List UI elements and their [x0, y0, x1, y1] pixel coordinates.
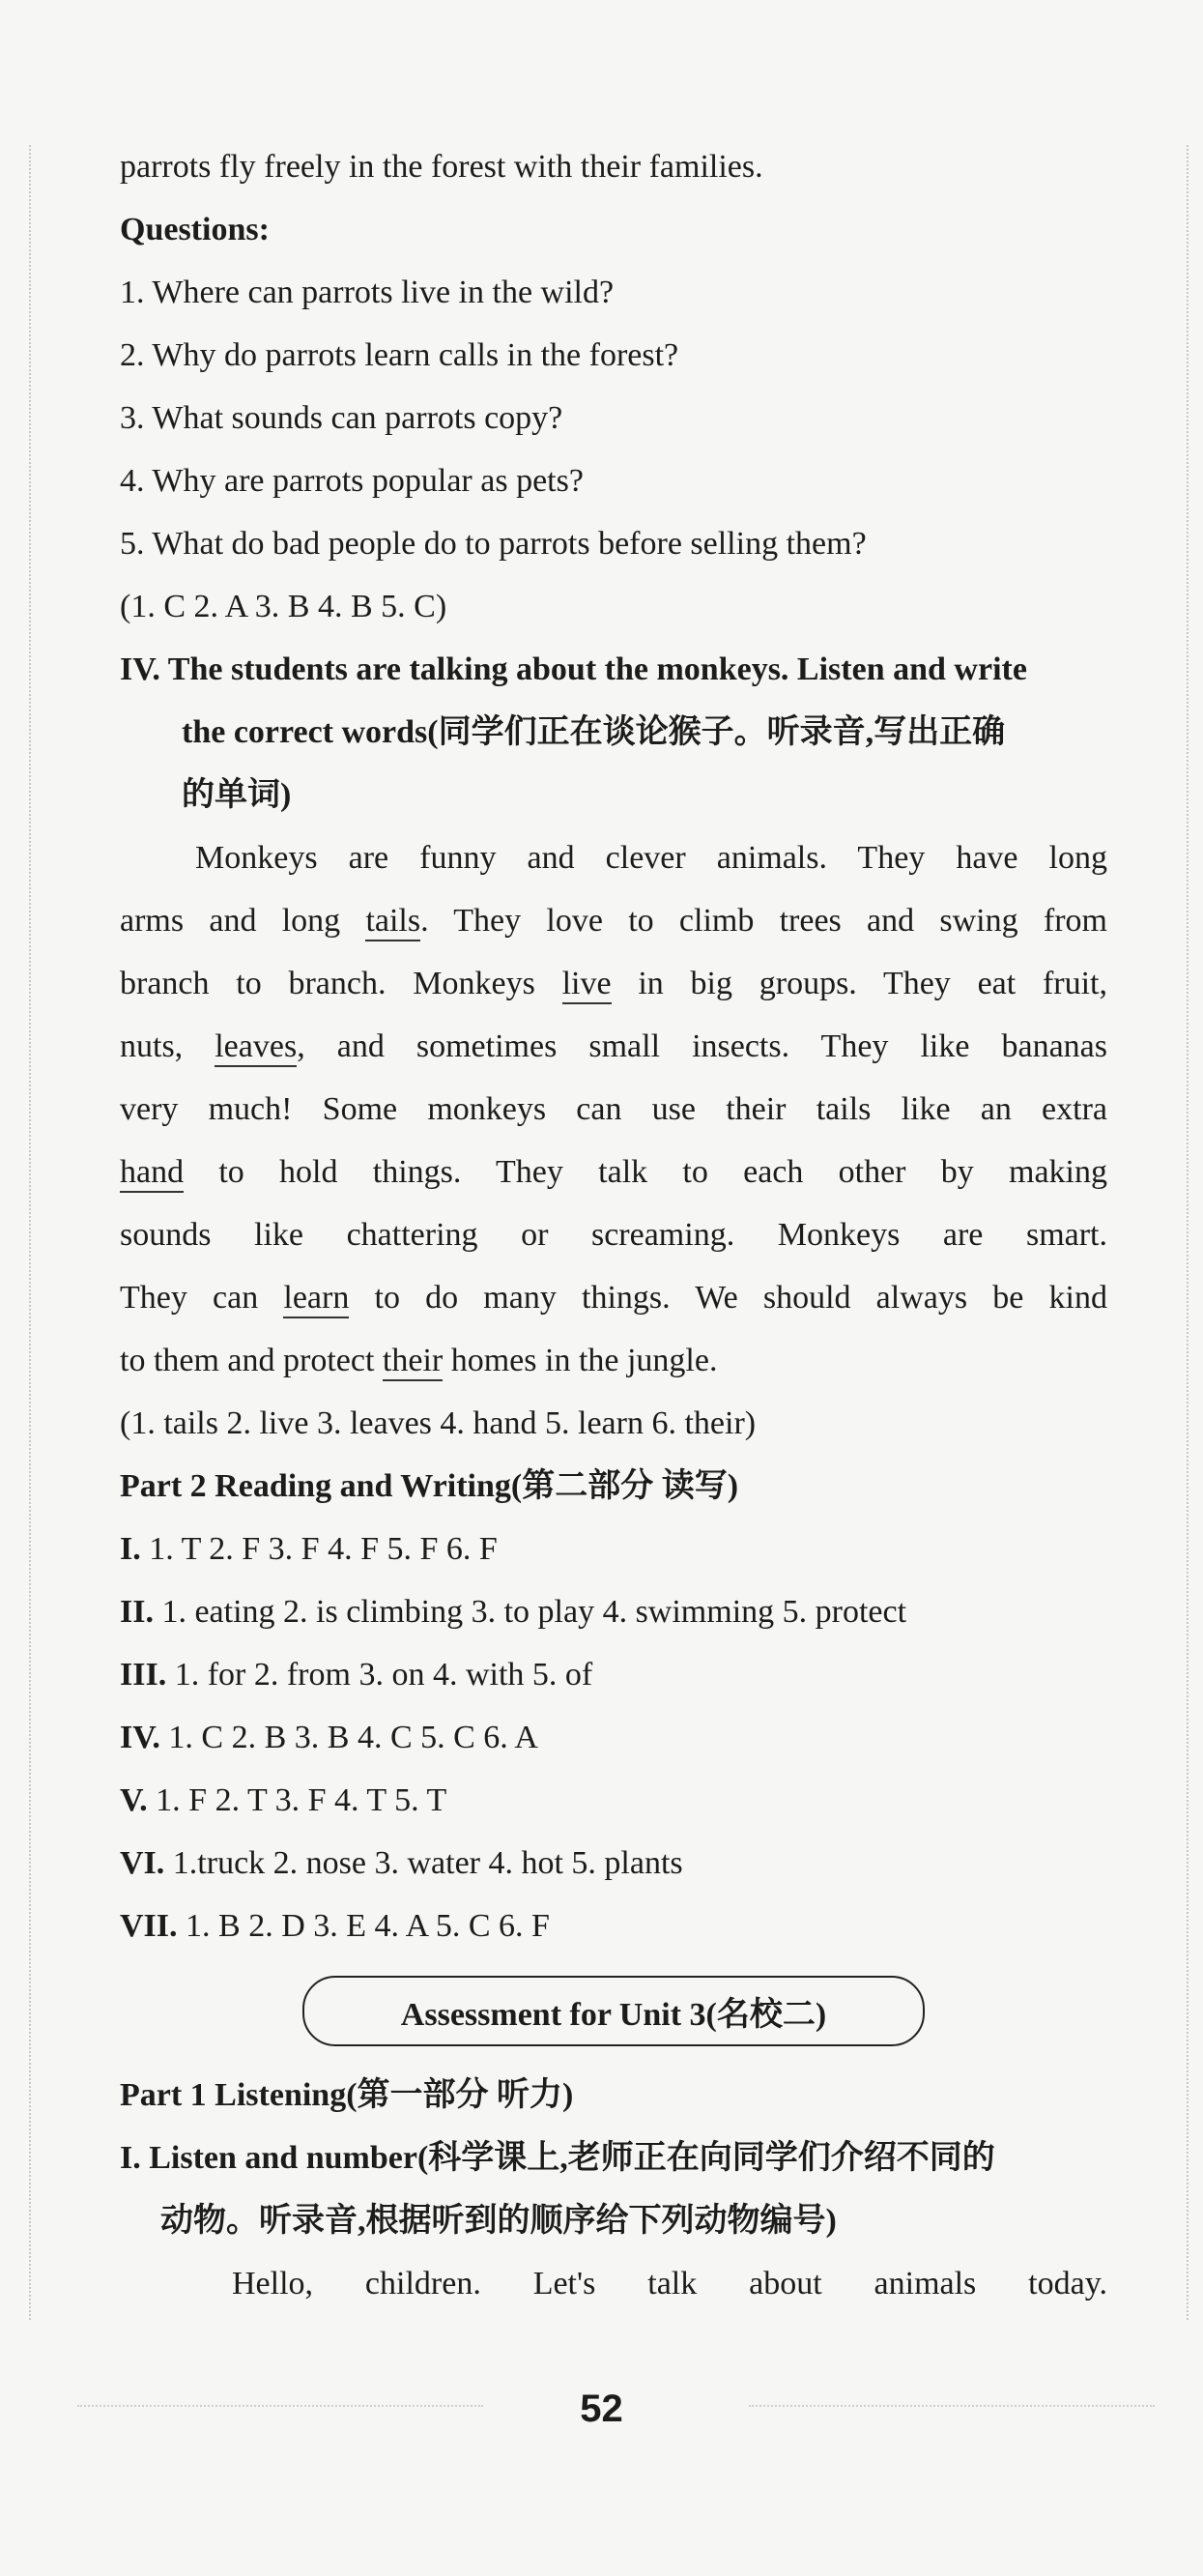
question-2: 2. Why do parrots learn calls in the forest? — [120, 337, 679, 373]
passage-line-8: They can learn to do many things. We should always be kind — [120, 1266, 1107, 1329]
passage-line-7: sounds like chattering or screaming. Monkeys are smart. — [120, 1217, 1107, 1253]
section-iv-title — [120, 638, 1107, 701]
part2-answer-v: V. 1. F 2. T 3. F 4. T 5. T — [120, 1782, 447, 1818]
section-iv-title-line-2: the correct words(同学们正在谈论猴子。听录音,写出正确 — [182, 714, 1006, 750]
section-iv-number: IV. — [120, 651, 160, 687]
part2-answer-vi: VI. 1.truck 2. nose 3. water 4. hot 5. plants — [120, 1845, 683, 1881]
left-dotted-border — [29, 145, 31, 2320]
part2-answer-vii: VII. 1. B 2. D 3. E 4. A 5. C 6. F — [120, 1908, 550, 1944]
section-i-title — [120, 2127, 1107, 2189]
answer-word-hand: hand — [120, 1154, 184, 1193]
question-1: 1. Where can parrots live in the wild? — [120, 275, 615, 310]
questions-label: Questions: — [120, 212, 270, 247]
question-4: 4. Why are parrots popular as pets? — [120, 463, 584, 499]
question-5: 5. What do bad people do to parrots before selling them? — [120, 526, 867, 562]
answer-word-their: their — [383, 1343, 443, 1381]
part2-answer-iv: IV. 1. C 2. B 3. B 4. C 5. C 6. A — [120, 1720, 538, 1755]
answers-iv: (1. tails 2. live 3. leaves 4. hand 5. learn 6. their) — [120, 1405, 757, 1441]
answer-word-learn: learn — [283, 1280, 349, 1318]
passage-line-6: hand to hold things. They talk to each other by making — [120, 1141, 1107, 1203]
part-1-heading: Part 1 Listening(第一部分 听力) — [120, 2077, 574, 2113]
passage-end-line: parrots fly freely in the forest with their families. — [120, 149, 763, 185]
part2-answer-i: I. 1. T 2. F 3. F 4. F 5. F 6. F — [120, 1531, 498, 1567]
passage-line-5: very much! Some monkeys can use their tails like an extra — [120, 1091, 1107, 1127]
section-iv-title-line-3: 的单词) — [182, 777, 292, 813]
assessment-banner — [120, 1957, 1107, 2064]
section-iv-title-line-1: The students are talking about the monkeys. Listen and write — [167, 651, 1027, 687]
section-i-title-line-1: Listen and number(科学课上,老师正在向同学们介绍不同的 — [149, 2140, 995, 2176]
part2-answer-ii: II. 1. eating 2. is climbing 3. to play 4. swimming 5. protect — [120, 1594, 907, 1630]
question-3: 3. What sounds can parrots copy? — [120, 400, 563, 436]
passage-line-9: to them and protect their homes in the jungle. — [120, 1329, 1107, 1392]
assessment-title: Assessment for Unit 3(名校二) — [302, 1976, 925, 2046]
answer-word-live: live — [562, 966, 612, 1004]
section-i-number: I. — [120, 2140, 141, 2176]
page-footer — [0, 2388, 1203, 2446]
page-number: 52 — [580, 2388, 623, 2430]
passage-line-4: nuts, leaves, and sometimes small insects. They like bananas — [120, 1015, 1107, 1078]
passage-line-1: Monkeys are funny and clever animals. They have long — [195, 840, 1107, 876]
section-i-title-line-2: 动物。听录音,根据听到的顺序给下列动物编号) — [160, 2203, 837, 2239]
part2-answer-iii: III. 1. for 2. from 3. on 4. with 5. of — [120, 1657, 593, 1693]
passage-line-2: arms and long tails. They love to climb trees and swing from — [120, 889, 1107, 952]
passage-line-3: branch to branch. Monkeys live in big groups. They eat fruit, — [120, 952, 1107, 1015]
answer-word-tails: tails — [365, 903, 420, 941]
answers-iii: (1. C 2. A 3. B 4. B 5. C) — [120, 589, 447, 624]
listening-passage-line-1: Hello, children. Let's talk about animals today. — [232, 2266, 1107, 2301]
answer-word-leaves: leaves — [215, 1028, 297, 1067]
right-dotted-border — [1187, 145, 1189, 2320]
page-content — [120, 135, 1107, 2315]
part-2-heading: Part 2 Reading and Writing(第二部分 读写) — [120, 1468, 739, 1504]
